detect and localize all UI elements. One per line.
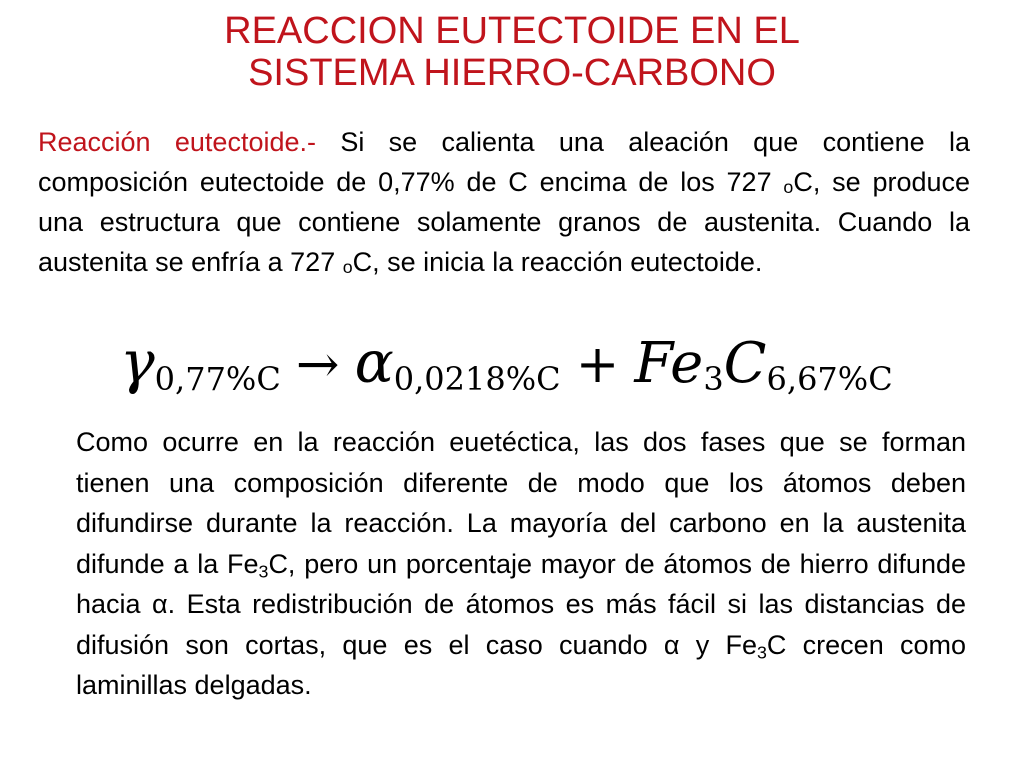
slide-title bbox=[0, 10, 1024, 94]
paragraph2-text-c: C crecen como laminillas delgadas. bbox=[76, 629, 966, 700]
gamma-subscript: 0,77%C bbox=[154, 360, 281, 398]
paragraph-lead: Reacción eutectoide.- bbox=[38, 127, 316, 157]
title-line-1: REACCION EUTECTOIDE EN EL bbox=[224, 10, 800, 52]
title-line-2: SISTEMA HIERRO-CARBONO bbox=[248, 52, 776, 94]
iron-symbol: Fe bbox=[634, 331, 704, 396]
paragraph1-text-c: C, se inicia la reacción eutectoide. bbox=[352, 247, 763, 277]
paragraph2-text-b: C, pero un porcentaje mayor de átomos de hierro difunde hacia α. Esta redistribución de átomos es más fácil si las distancias de difusión son cortas, que es el caso cuando α y Fe bbox=[76, 548, 967, 660]
degree-mark-1: o bbox=[783, 176, 794, 197]
subscript-1: 3 bbox=[258, 560, 269, 581]
degree-mark-2: o bbox=[342, 256, 353, 277]
paragraph2-text-a: Como ocurre en la reacción euetéctica, las dos fases que se forman tienen una composición diferente de modo que los átomos deben difundirse durante la reacción. La mayoría del carbono en la austenita difunde a la Fe bbox=[76, 427, 966, 579]
carbon-subscript: 6,67%C bbox=[766, 360, 893, 398]
alpha-subscript: 0,0218%C bbox=[393, 360, 561, 398]
iron-subscript: 3 bbox=[703, 360, 724, 398]
subscript-2: 3 bbox=[757, 641, 767, 662]
arrow-symbol: → bbox=[295, 335, 340, 395]
alpha-symbol: α bbox=[354, 328, 394, 396]
gamma-symbol: γ bbox=[120, 328, 155, 396]
paragraph-diffusion bbox=[76, 422, 966, 706]
paragraph-eutectoid-intro bbox=[38, 122, 970, 282]
paragraph1-text-a: Si se calienta una aleación que contiene la composición eutectoide de 0,77% de C encima de los 727 bbox=[38, 127, 970, 197]
plus-symbol: + bbox=[575, 335, 620, 395]
eutectoid-reaction-equation bbox=[120, 328, 920, 408]
carbon-symbol: C bbox=[723, 331, 767, 396]
paragraph1-text-b: C, se produce una estructura que contiene solamente granos de austenita. Cuando la austenita se enfría a 727 bbox=[38, 167, 971, 277]
